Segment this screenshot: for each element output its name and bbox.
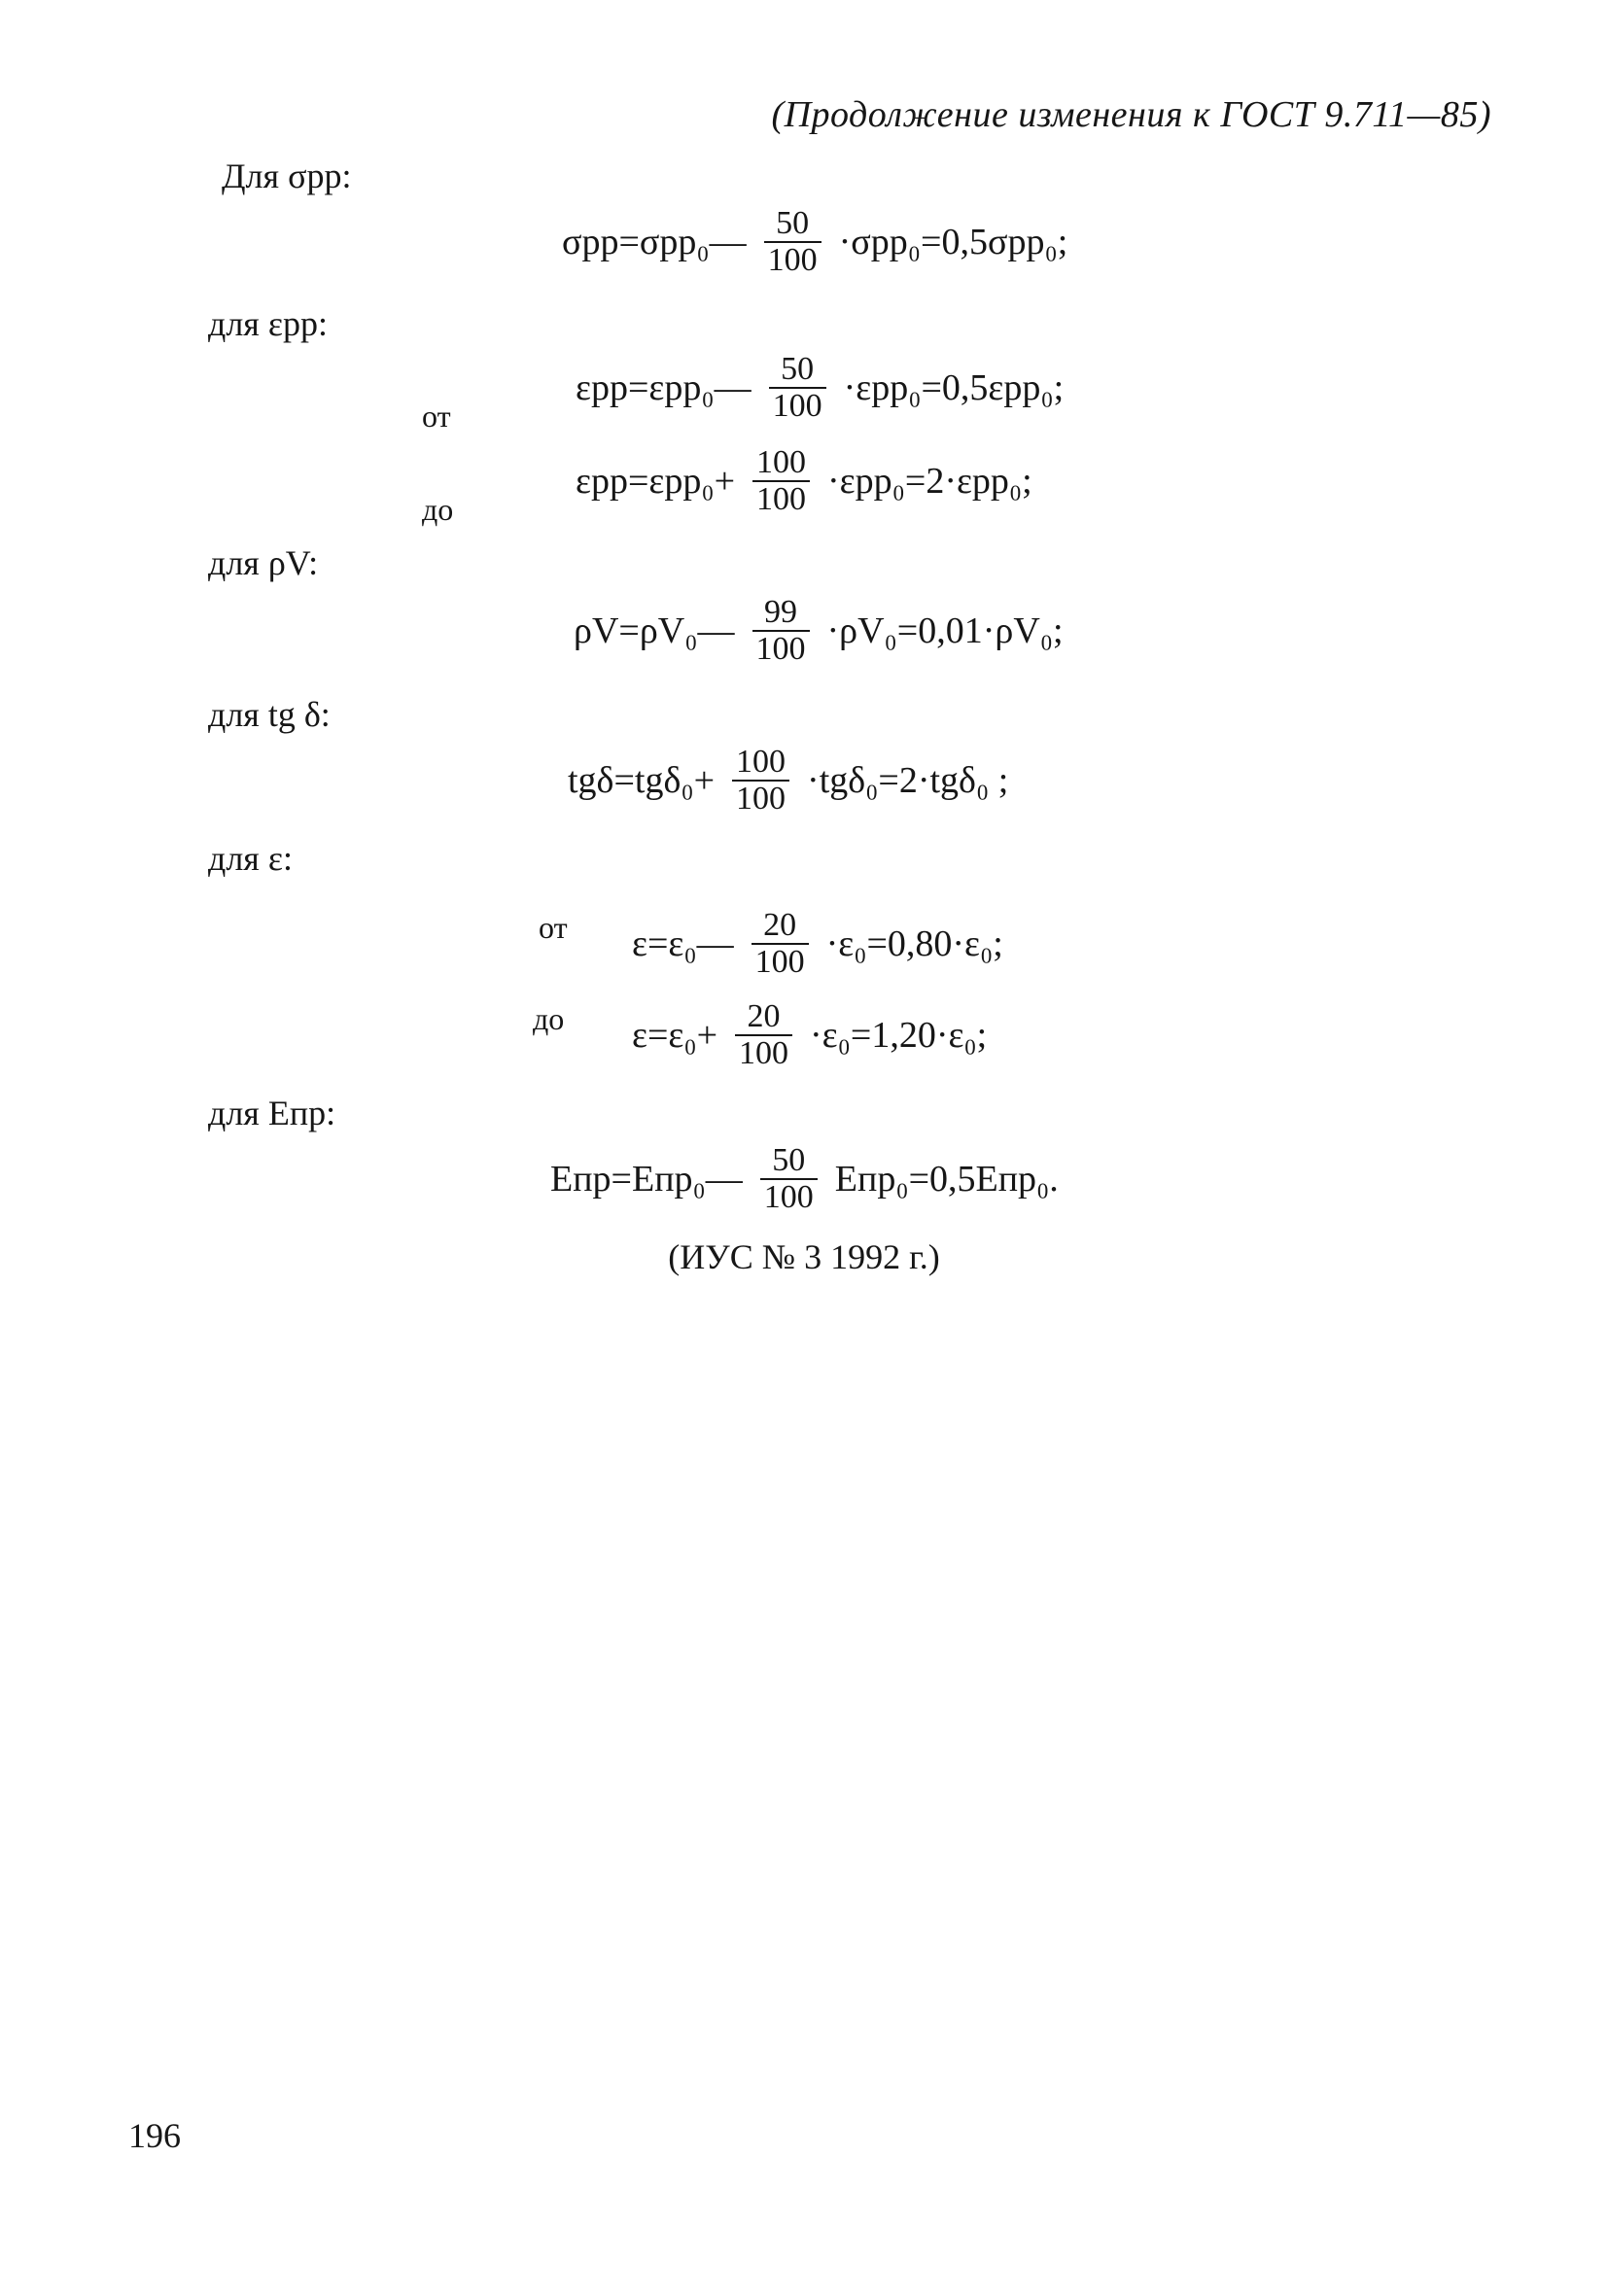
fraction — [760, 1143, 818, 1214]
fraction — [764, 206, 821, 277]
formula-right: ·εрр₀=2·εрр₀; — [827, 460, 1032, 502]
formula-left: ε=ε₀— — [632, 922, 734, 964]
fraction-denominator: 100 — [764, 241, 821, 278]
formula-right: ·εрр₀=0,5εрр₀; — [843, 366, 1065, 408]
fraction-numerator: 50 — [776, 205, 810, 241]
fraction-numerator: 50 — [772, 1142, 806, 1178]
sub-label-to: до — [422, 492, 454, 527]
formula-left: ε=ε₀+ — [632, 1014, 718, 1056]
fraction-denominator: 100 — [752, 630, 810, 667]
formula-left: tgδ=tgδ₀+ — [568, 759, 716, 801]
formula-epsilon-from — [632, 908, 1003, 979]
section-label-epsilon-pp: для εрр: — [208, 304, 328, 343]
fraction-numerator: 99 — [764, 594, 797, 630]
formula-rho-v — [574, 595, 1064, 666]
page-header: (Продолжение изменения к ГОСТ 9.711—85) — [771, 94, 1491, 135]
fraction-numerator: 100 — [736, 744, 787, 780]
formula-epsilon-pp-from — [576, 352, 1064, 423]
formula-epsilon-to — [632, 999, 987, 1070]
formula-left: εрр=εрр₀+ — [576, 460, 736, 502]
section-label-rho-v: для ρV: — [208, 543, 319, 582]
formula-right: ·ε₀=1,20·ε₀; — [810, 1014, 988, 1056]
fraction — [735, 999, 792, 1070]
formula-tg-delta — [568, 745, 1008, 816]
fraction-numerator: 20 — [763, 907, 797, 943]
fraction-numerator: 50 — [781, 351, 815, 387]
fraction — [752, 908, 809, 979]
source-reference: (ИУС № 3 1992 г.) — [668, 1237, 940, 1276]
fraction — [752, 445, 810, 516]
fraction-denominator: 100 — [760, 1178, 818, 1215]
section-label-tg-delta: для tg δ: — [208, 695, 331, 734]
fraction-denominator: 100 — [735, 1034, 792, 1071]
formula-left: σрр=σрр₀— — [562, 221, 747, 262]
formula-left: εрр=εрр₀— — [576, 366, 752, 408]
fraction-denominator: 100 — [769, 387, 826, 424]
formula-right: ·σрр₀=0,5σрр₀; — [838, 221, 1068, 262]
sub-label-from: от — [422, 399, 451, 434]
formula-e-pr — [550, 1143, 1059, 1214]
sub-label-from: от — [539, 910, 568, 945]
page-number: 196 — [128, 2116, 181, 2155]
formula-epsilon-pp-to — [576, 445, 1032, 516]
formula-left: ρV=ρV₀— — [574, 609, 735, 651]
formula-left: Eпр=Eпр₀— — [550, 1158, 743, 1200]
formula-sigma-pp — [562, 206, 1067, 277]
fraction-denominator: 100 — [732, 780, 789, 817]
fraction-denominator: 100 — [752, 943, 809, 980]
sub-label-to: до — [533, 1001, 565, 1036]
fraction — [732, 745, 789, 816]
formula-right: ·ρV₀=0,01·ρV₀; — [826, 609, 1064, 651]
formula-right: ·ε₀=0,80·ε₀; — [825, 922, 1003, 964]
section-label-sigma-pp: Для σрр: — [222, 157, 352, 195]
section-label-e-pr: для Eпр: — [208, 1094, 336, 1132]
fraction-denominator: 100 — [752, 480, 810, 517]
fraction-numerator: 100 — [756, 444, 807, 480]
fraction-numerator: 20 — [747, 998, 781, 1034]
fraction — [752, 595, 810, 666]
formula-right: ·tgδ₀=2·tgδ₀ ; — [807, 759, 1009, 801]
section-label-epsilon: для ε: — [208, 839, 293, 878]
formula-right: Eпр₀=0,5Eпр₀. — [834, 1158, 1059, 1200]
fraction — [769, 352, 826, 423]
